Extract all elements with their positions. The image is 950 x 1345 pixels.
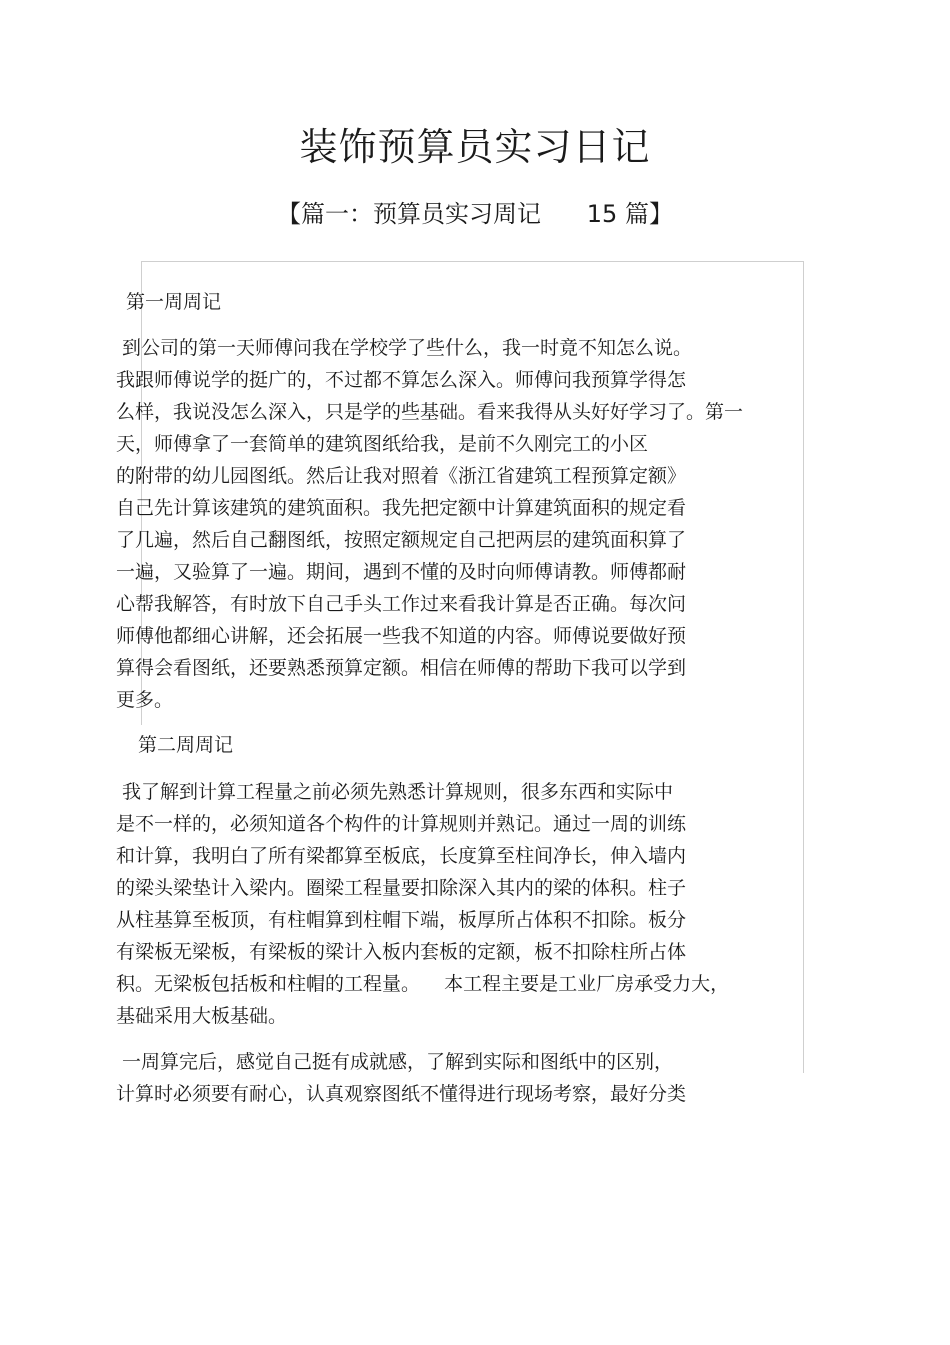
document-subtitle: 【篇一：预算员实习周记 15 篇】: [277, 200, 673, 228]
paragraph-line: 心帮我解答，有时放下自己手头工作过来看我计算是否正确。每次问: [116, 593, 687, 615]
week2-paragraph: [116, 776, 836, 1032]
week2-heading: 第二周周记: [138, 734, 234, 756]
paragraph-line: 有梁板无梁板，有梁板的梁计入板内套板的定额，板不扣除柱所占体: [116, 941, 687, 963]
paragraph-line: 算得会看图纸，还要熟悉预算定额。相信在师傅的帮助下我可以学到: [116, 657, 687, 679]
paragraph-line: 天，师傅拿了一套简单的建筑图纸给我，是前不久刚完工的小区: [116, 433, 649, 455]
paragraph-line: 师傅他都细心讲解，还会拓展一些我不知道的内容。师傅说要做好预: [116, 625, 687, 647]
paragraph-line: 我了解到计算工程量之前必须先熟悉计算规则，很多东西和实际中: [116, 781, 674, 803]
paragraph-line: 到公司的第一天师傅问我在学校学了些什么，我一时竟不知怎么说。: [116, 337, 693, 359]
paragraph-line: 和计算，我明白了所有梁都算至板底，长度算至柱间净长，伸入墙内: [116, 845, 687, 867]
week1-heading: 第一周周记: [126, 291, 222, 313]
paragraph-line: 一遍，又验算了一遍。期间，遇到不懂的及时向师傅请教。师傅都耐: [116, 561, 687, 583]
document-title: 装饰预算员实习日记: [299, 125, 651, 169]
paragraph-line: 更多。: [116, 689, 174, 711]
paragraph-line: 的附带的幼儿园图纸。然后让我对照着《浙江省建筑工程预算定额》: [116, 465, 687, 487]
paragraph-line: 我跟师傅说学的挺广的，不过都不算怎么深入。师傅问我预算学得怎: [116, 369, 687, 391]
week2-continuation-paragraph: [116, 1046, 836, 1110]
paragraph-line: 基础采用大板基础。: [116, 1005, 288, 1027]
paragraph-line: 从柱基算至板顶，有柱帽算到柱帽下端，板厚所占体积不扣除。板分: [116, 909, 687, 931]
paragraph-line: 自己先计算该建筑的建筑面积。我先把定额中计算建筑面积的规定看: [116, 497, 687, 519]
paragraph-line: 是不一样的，必须知道各个构件的计算规则并熟记。通过一周的训练: [116, 813, 687, 835]
paragraph-line: 了几遍，然后自己翻图纸，按照定额规定自己把两层的建筑面积算了: [116, 529, 687, 551]
paragraph-line: 计算时必须要有耐心，认真观察图纸不懂得进行现场考察，最好分类: [116, 1083, 687, 1105]
paragraph-line: 的梁头梁垫计入梁内。圈梁工程量要扣除深入其内的梁的体积。柱子: [116, 877, 687, 899]
paragraph-line: 积。无梁板包括板和柱帽的工程量。 本工程主要是工业厂房承受力大，: [116, 973, 730, 995]
paragraph-line: 么样，我说没怎么深入，只是学的些基础。看来我得从头好好学习了。第一: [116, 401, 744, 423]
week1-paragraph: [116, 332, 836, 716]
page-frame-top-border: [141, 261, 804, 262]
paragraph-line: 一周算完后，感觉自己挺有成就感，了解到实际和图纸中的区别，: [116, 1051, 674, 1073]
